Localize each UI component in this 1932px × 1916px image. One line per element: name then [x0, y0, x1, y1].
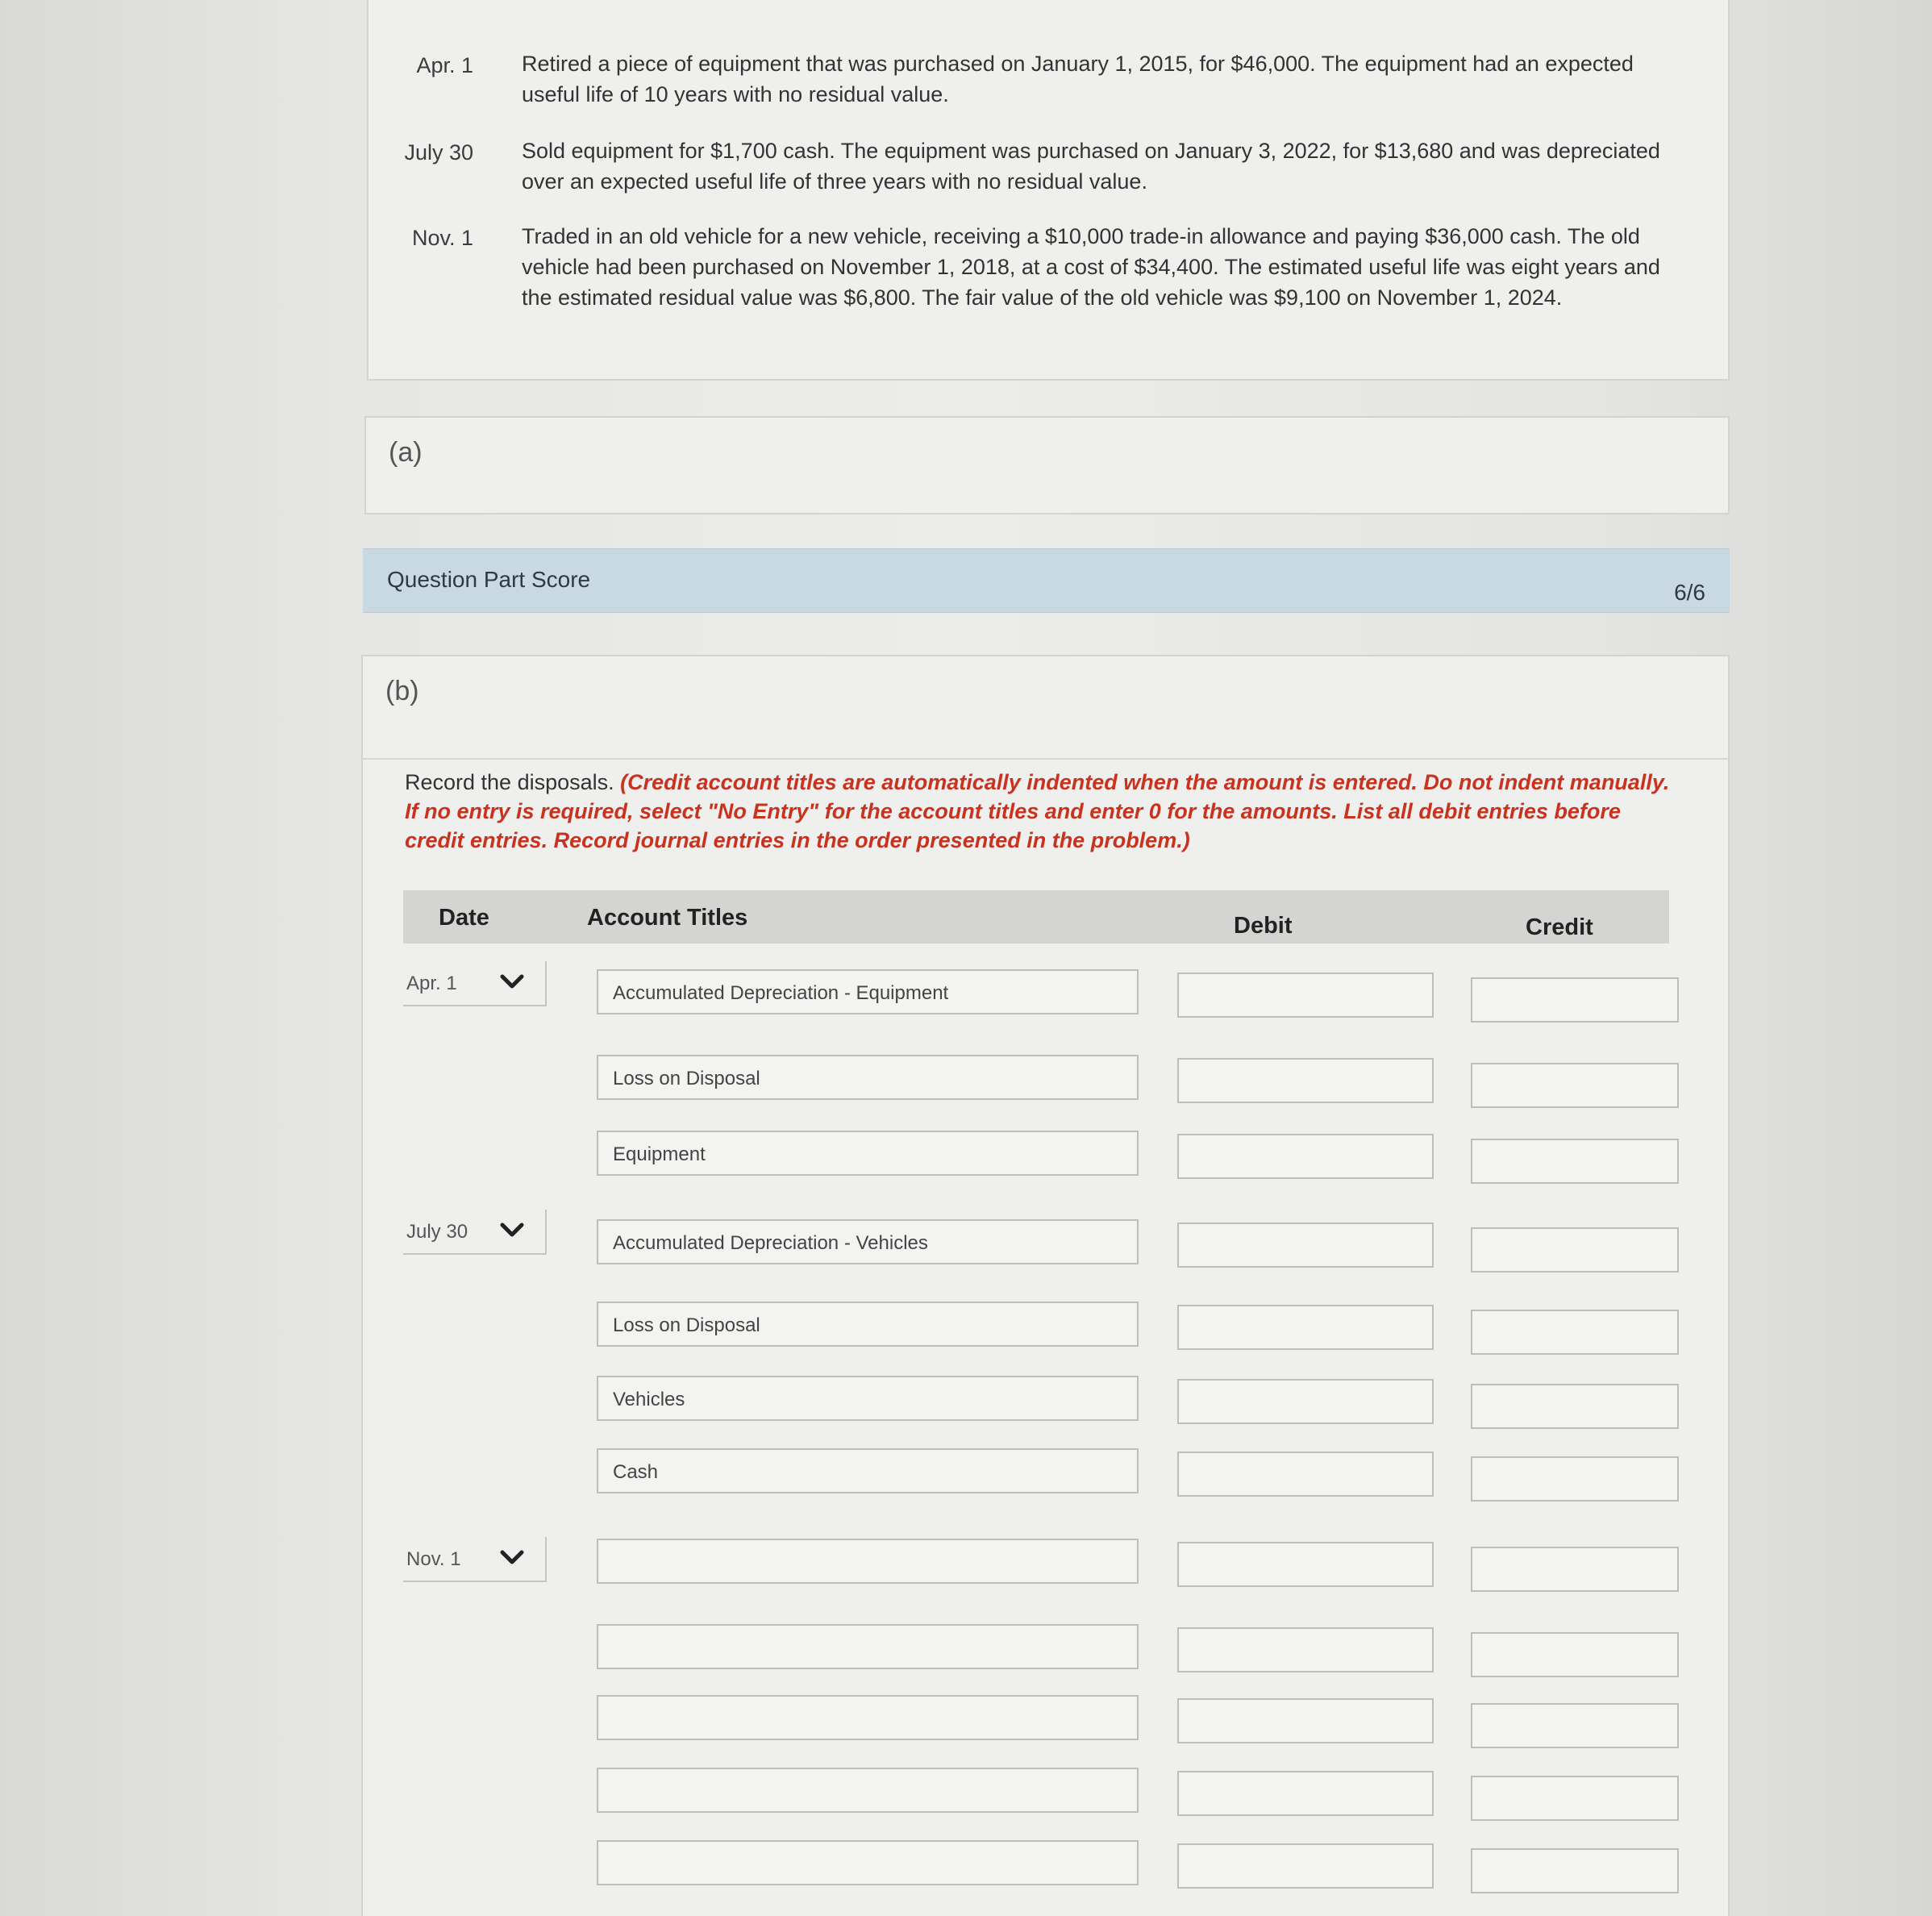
account-title-input[interactable] [597, 1055, 1139, 1100]
debit-input[interactable] [1177, 1627, 1434, 1672]
credit-input[interactable] [1471, 1063, 1679, 1108]
account-title-input[interactable] [597, 1695, 1139, 1740]
header-debit: Debit [1234, 913, 1293, 939]
part-a-label: (a) [389, 437, 423, 468]
credit-input[interactable] [1471, 1310, 1679, 1355]
debit-input[interactable] [1177, 1134, 1434, 1179]
account-title-input[interactable] [597, 1840, 1139, 1885]
debit-input[interactable] [1177, 1058, 1434, 1103]
instructions [405, 768, 1671, 855]
instruction-note: (Credit account titles are automatically indented when the amount is entered. Do not indent manually. If no entry is required, select "No Entry" for the account titles and enter 0 for the amounts. List all debit entries before credit entries. Record journal entries in the order presented in the problem.) [405, 770, 1670, 852]
account-title-value: Loss on Disposal [613, 1068, 760, 1089]
transaction-date: Apr. 1 [416, 53, 473, 77]
debit-input[interactable] [1177, 1305, 1434, 1350]
account-title-input[interactable] [597, 1131, 1139, 1176]
account-title-value: Vehicles [613, 1389, 685, 1410]
account-title-input[interactable] [597, 1768, 1139, 1813]
transaction-date: July 30 [404, 140, 473, 165]
account-title-value: Equipment [613, 1143, 706, 1165]
journal-table-header [403, 890, 1669, 943]
account-title-input[interactable] [597, 1624, 1139, 1669]
header-account-titles: Account Titles [587, 905, 748, 931]
score-value: 6/6 [1674, 580, 1705, 605]
credit-input[interactable] [1471, 1632, 1679, 1677]
account-title-value: Cash [613, 1461, 659, 1483]
debit-input[interactable] [1177, 1542, 1434, 1587]
divider [363, 758, 1728, 760]
date-select[interactable] [403, 1210, 547, 1255]
credit-input[interactable] [1471, 1456, 1679, 1502]
debit-input[interactable] [1177, 1452, 1434, 1497]
account-title-value: Loss on Disposal [613, 1314, 760, 1336]
chevron-down-icon [498, 1543, 526, 1571]
debit-input[interactable] [1177, 1698, 1434, 1743]
debit-input[interactable] [1177, 1222, 1434, 1268]
transaction-text: Traded in an old vehicle for a new vehicle, receiving a $10,000 trade-in allowance and paying $36,000 cash. The old vehicle had been purchased on November 1, 2018, at a cost of $34,400. The estimated useful life was eight years and the estimated residual value was $6,800. The fair value of the old vehicle was $9,100 on November 1, 2024. [522, 224, 1660, 310]
credit-input[interactable] [1471, 977, 1679, 1023]
account-title-input[interactable] [597, 1302, 1139, 1347]
debit-input[interactable] [1177, 973, 1434, 1018]
account-title-input[interactable] [597, 1219, 1139, 1264]
credit-input[interactable] [1471, 1776, 1679, 1821]
date-select-value: Apr. 1 [406, 973, 457, 994]
credit-input[interactable] [1471, 1848, 1679, 1893]
transaction-date: Nov. 1 [411, 226, 473, 250]
credit-input[interactable] [1471, 1547, 1679, 1592]
account-title-input[interactable] [597, 1376, 1139, 1421]
problem-statement-panel [367, 0, 1730, 381]
part-b-label: (b) [385, 676, 419, 706]
score-label: Question Part Score [387, 567, 591, 592]
date-select-value: July 30 [406, 1221, 468, 1243]
date-select[interactable] [403, 961, 547, 1006]
part-a-panel [364, 416, 1730, 514]
credit-input[interactable] [1471, 1384, 1679, 1429]
header-date: Date [439, 905, 489, 931]
chevron-down-icon [498, 968, 526, 995]
credit-input[interactable] [1471, 1227, 1679, 1272]
date-select[interactable] [403, 1537, 547, 1582]
debit-input[interactable] [1177, 1771, 1434, 1816]
part-b-panel [361, 655, 1730, 1916]
account-title-input[interactable] [597, 1539, 1139, 1584]
account-title-value: Accumulated Depreciation - Vehicles [613, 1232, 928, 1254]
account-title-value: Accumulated Depreciation - Equipment [613, 982, 949, 1004]
transaction-text: Sold equipment for $1,700 cash. The equipment was purchased on January 3, 2022, for $13,680 and was depreciated over an expected useful life of three years with no residual value. [522, 139, 1660, 194]
question-part-score-bar [363, 548, 1730, 613]
date-select-value: Nov. 1 [406, 1548, 461, 1570]
credit-input[interactable] [1471, 1703, 1679, 1748]
chevron-down-icon [498, 1216, 526, 1243]
credit-input[interactable] [1471, 1139, 1679, 1184]
account-title-input[interactable] [597, 1448, 1139, 1493]
header-credit: Credit [1526, 914, 1593, 940]
debit-input[interactable] [1177, 1379, 1434, 1424]
transaction-text: Retired a piece of equipment that was purchased on January 1, 2015, for $46,000. The equipment had an expected useful life of 10 years with no residual value. [522, 52, 1634, 106]
instruction-text: Record the disposals. [405, 770, 621, 794]
account-title-input[interactable] [597, 969, 1139, 1014]
debit-input[interactable] [1177, 1843, 1434, 1889]
